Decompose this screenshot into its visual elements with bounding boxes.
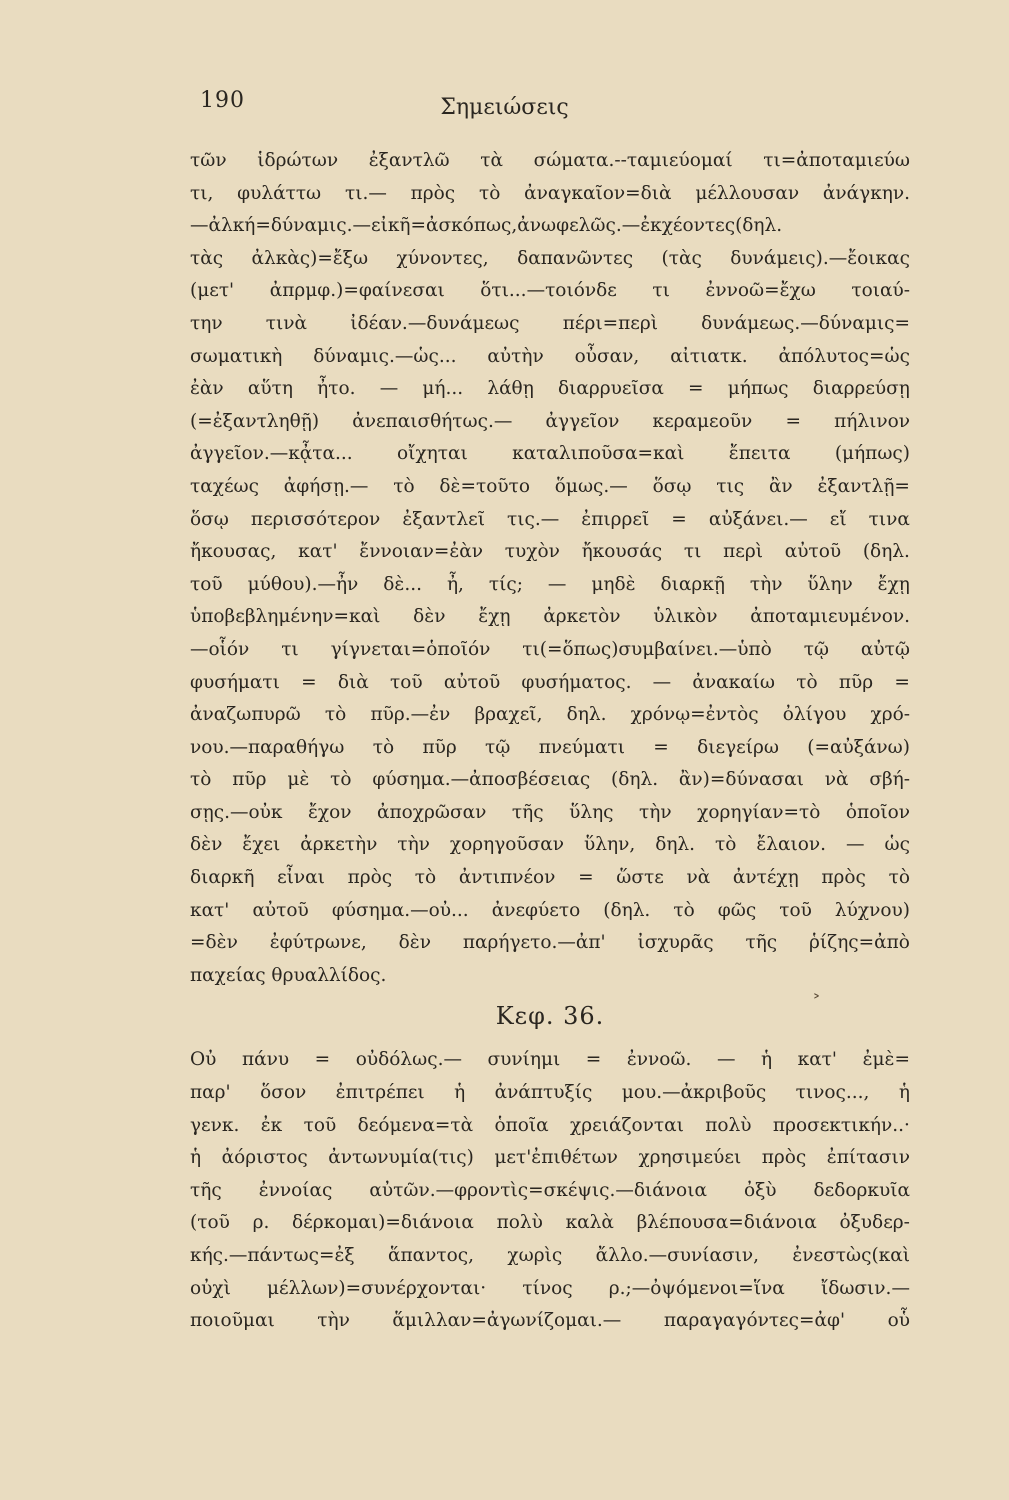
stray-mark: ˃ (812, 992, 821, 1013)
text-line: ποιοῦμαι τὴν ἅμιλλαν=ἀγωνίζομαι.— παραγαγόντες=ἀφ' οὗ (190, 1310, 910, 1332)
text-line: (μετ' ἀπρμφ.)=φαίνεσαι ὅτι...—τοιόνδε τι ἐννοῶ=ἔχω τοιαύ- (190, 280, 910, 302)
text-line: τοῦ μύθου).—ἦν δὲ... ἦ, τίς; — μηδὲ διαρκῇ τὴν ὕλην ἔχῃ (190, 573, 910, 595)
chapter-heading: Κεφ. 36. (495, 1002, 605, 1031)
text-line: ἡ ἀόριστος ἀντωνυμία(τις) μετ'ἐπιθέτων χρησιμεύει πρὸς ἐπίτασιν (190, 1147, 910, 1169)
text-line: τι, φυλάττω τι.— πρὸς τὸ ἀναγκαῖον=διὰ μέλλουσαν ἀνάγκην. (190, 182, 910, 204)
text-line: ἀναζωπυρῶ τὸ πῦρ.—ἐν βραχεῖ, δηλ. χρόνῳ=ἐντὸς ὀλίγου χρό- (190, 704, 910, 726)
text-line: ἤκουσας, κατ' ἔννοιαν=ἐὰν τυχὸν ἤκουσάς τι περὶ αὐτοῦ (δηλ. (190, 541, 910, 563)
text-line: Οὐ πάνυ = οὐδόλως.— συνίημι = ἐννοῶ. — ἡ κατ' ἐμὲ= (190, 1049, 910, 1071)
text-line: =δὲν ἐφύτρωνε, δὲν παρήγετο.—ἀπ' ἰσχυρᾶς τῆς ῥίζης=ἀπὸ (190, 932, 910, 954)
text-line: διαρκῆ εἶναι πρὸς τὸ ἀντιπνέον = ὥστε νὰ ἀντέχῃ πρὸς τὸ (190, 867, 910, 889)
text-line: —ἀλκή=δύναμις.—εἰκῆ=ἀσκόπως,ἀνωφελῶς.—ἐκχέοντες(δηλ. (190, 215, 783, 237)
body-text (190, 145, 910, 1338)
text-line: τῆς ἐννοίας αὐτῶν.—φροντὶς=σκέψις.—διάνοια ὀξὺ δεδορκυῖα (190, 1179, 910, 1201)
text-line: τῶν ἱδρώτων ἐξαντλῶ τὰ σώματα.--ταμιεύομαί τι=ἀποταμιεύω (190, 150, 910, 171)
text-line: σῃς.—οὐκ ἔχον ἀποχρῶσαν τῆς ὕλης τὴν χορηγίαν=τὸ ὁποῖον (190, 801, 910, 823)
text-line: κής.—πάντως=ἐξ ἅπαντος, χωρὶς ἄλλο.—συνίασιν, ἐνεστὼς(καὶ (190, 1245, 910, 1266)
text-line: νου.—παραθήγω τὸ πῦρ τῷ πνεύματι = διεγείρω (=αὐξάνω) (190, 736, 910, 758)
section-notes-ch35 (190, 145, 910, 992)
text-line: οὐχὶ μέλλων)=συνέρχονται· τίνος ρ.;—ὀψόμενοι=ἵνα ἴδωσιν.— (190, 1277, 910, 1299)
text-line: τὸ πῦρ μὲ τὸ φύσημα.—ἀποσβέσειας (δηλ. ἂν)=δύνασαι νὰ σβή- (190, 769, 910, 791)
text-line: φυσήματι = διὰ τοῦ αὐτοῦ φυσήματος. — ἀνακαίω τὸ πῦρ = (190, 671, 910, 693)
text-line: ἐὰν αὕτη ἦτο. — μή... λάθῃ διαρρυεῖσα = μήπως διαρρεύσῃ (190, 378, 910, 400)
text-line: παχείας θρυαλλίδος. (190, 964, 387, 986)
page-number: 190 (200, 88, 245, 113)
text-line: δὲν ἔχει ἀρκετὴν τὴν χορηγοῦσαν ὕλην, δηλ. τὸ ἔλαιον. — ὡς (190, 834, 910, 856)
text-line: την τινὰ ἰδέαν.—δυνάμεως πέρι=περὶ δυνάμεως.—δύναμις= (190, 312, 910, 334)
text-line: (=ἐξαντληθῇ) ἀνεπαισθήτως.— ἀγγεῖον κεραμεοῦν = πήλινον (190, 410, 910, 432)
text-line: κατ' αὐτοῦ φύσημα.—οὐ... ἀνεφύετο (δηλ. τὸ φῶς τοῦ λύχνου) (190, 899, 910, 921)
text-line: ὅσῳ περισσότερον ἐξαντλεῖ τις.— ἐπιρρεῖ = αὐξάνει.— εἴ τινα (190, 508, 910, 530)
text-line: (τοῦ ρ. δέρκομαι)=διάνοια πολὺ καλὰ βλέπουσα=διάνοια ὀξυδερ- (190, 1212, 910, 1234)
text-line: σωματικὴ δύναμις.—ὡς... αὐτὴν οὖσαν, αἰτιατκ. ἀπόλυτος=ὡς (190, 345, 910, 367)
text-line: γενκ. ἐκ τοῦ δεόμενα=τὰ ὁποῖα χρειάζονται πολὺ προσεκτικήν..· (190, 1114, 910, 1136)
section-notes-ch36 (190, 1044, 910, 1337)
text-line: —οἷόν τι γίγνεται=ὁποῖόν τι(=ὅπως)συμβαίνει.—ὑπὸ τῷ αὐτῷ (190, 638, 910, 660)
running-title: Σημειώσεις (440, 95, 569, 120)
text-line: ὑποβεβλημένην=καὶ δὲν ἔχῃ ἀρκετὸν ὑλικὸν ἀποταμιευμένον. (190, 606, 910, 628)
text-line: ταχέως ἀφήσῃ.— τὸ δὲ=τοῦτο ὅμως.— ὅσῳ τις ἂν ἐξαντλῇ= (190, 475, 910, 497)
text-line: τὰς ἀλκὰς)=ἔξω χύνοντες, δαπανῶντες (τὰς δυνάμεις).—ἔοικας (190, 247, 910, 269)
text-line: ἀγγεῖον.—κᾆτα... οἴχηται καταλιποῦσα=καὶ ἔπειτα (μήπως) (190, 443, 910, 465)
text-line: παρ' ὅσον ἐπιτρέπει ἡ ἀνάπτυξίς μου.—ἀκριβοῦς τινος..., ἡ (190, 1082, 910, 1104)
